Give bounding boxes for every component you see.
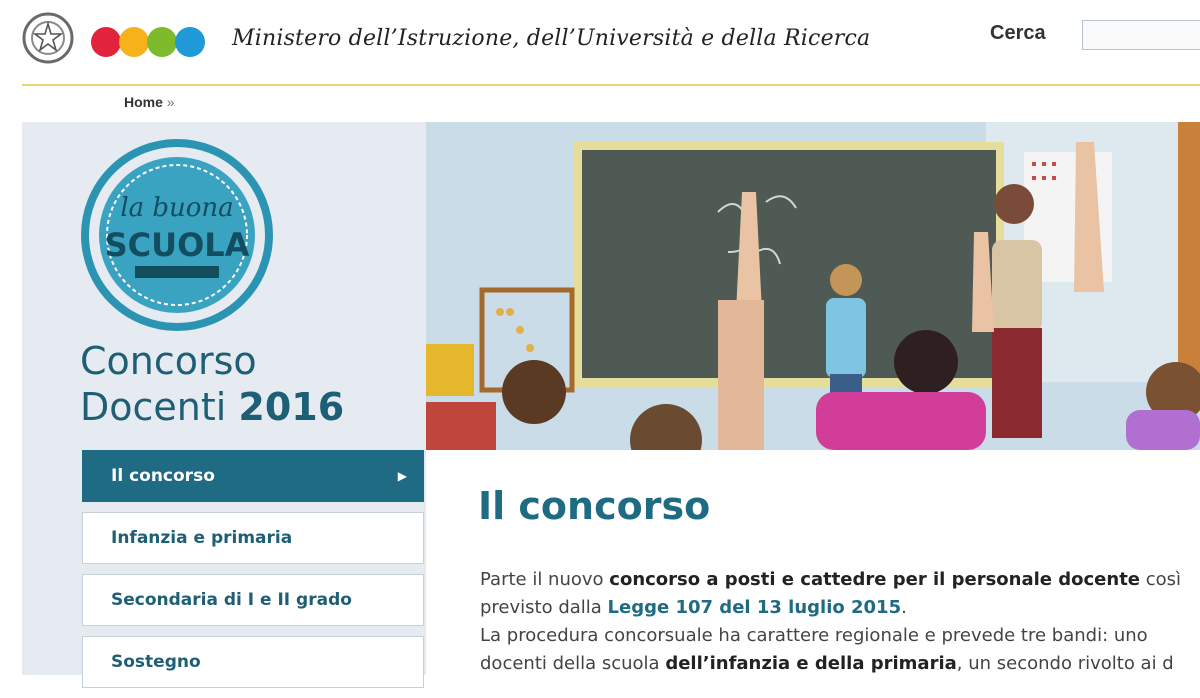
campaign-title-word: Docenti — [80, 385, 227, 429]
campaign-title-line2 — [80, 384, 344, 430]
stamp-text-la-buona: la buona — [120, 193, 234, 223]
intro-line-4 — [480, 650, 1200, 678]
search-label: Cerca — [990, 22, 1046, 44]
text-span: docenti della scuola — [480, 653, 666, 674]
nav-item-label: Il concorso — [111, 466, 215, 486]
text-span: così — [1140, 569, 1182, 590]
intro-line-3: La procedura concorsuale ha carattere regionale e prevede tre bandi: uno — [480, 625, 1148, 646]
intro-line-1 — [480, 566, 1200, 594]
ministry-title[interactable]: Ministero dell’Istruzione, dell’Università e della Ricerca — [232, 26, 871, 51]
text-bold: concorso a posti e cattedre per il personale docente — [609, 569, 1141, 590]
campaign-title-line1: Concorso — [80, 339, 257, 383]
site-header — [0, 0, 1200, 84]
miur-logo[interactable] — [90, 21, 218, 63]
text-bold: dell’infanzia e della primaria — [665, 653, 957, 674]
nav-item-infanzia-primaria[interactable] — [82, 512, 424, 564]
text-span: Parte il nuovo — [480, 569, 610, 590]
law-link[interactable]: Legge 107 del 13 luglio 2015 — [607, 597, 902, 618]
text-span: previsto dalla — [480, 597, 608, 618]
search-input[interactable] — [1082, 20, 1200, 50]
nav-item-secondaria[interactable] — [82, 574, 424, 626]
sidebar-nav — [82, 450, 424, 698]
breadcrumb-separator: » — [166, 94, 175, 110]
nav-item-label: Infanzia e primaria — [111, 528, 293, 548]
page-title: Il concorso — [478, 484, 711, 528]
classroom-illustration — [426, 122, 1200, 450]
intro-paragraph — [480, 566, 1200, 678]
nav-item-sostegno[interactable] — [82, 636, 424, 688]
nav-item-label: Secondaria di I e II grado — [111, 590, 352, 610]
breadcrumb — [124, 94, 175, 110]
header-divider — [22, 84, 1200, 86]
campaign-title-year: 2016 — [238, 385, 345, 429]
campaign-title — [80, 338, 344, 430]
la-buona-scuola-stamp-icon — [80, 138, 274, 332]
text-span: . — [901, 597, 907, 618]
hero-classroom-image — [426, 122, 1200, 450]
nav-item-label: Sostegno — [111, 652, 201, 672]
italian-republic-emblem-icon[interactable] — [22, 8, 74, 68]
nav-item-il-concorso[interactable] — [82, 450, 424, 502]
stamp-text-scuola: SCUOLA — [104, 226, 250, 264]
intro-line-2 — [480, 594, 1200, 622]
breadcrumb-home-link[interactable]: Home — [124, 94, 163, 110]
text-span: , un secondo rivolto ai d — [956, 653, 1174, 674]
chevron-right-icon: ▶ — [397, 469, 407, 483]
